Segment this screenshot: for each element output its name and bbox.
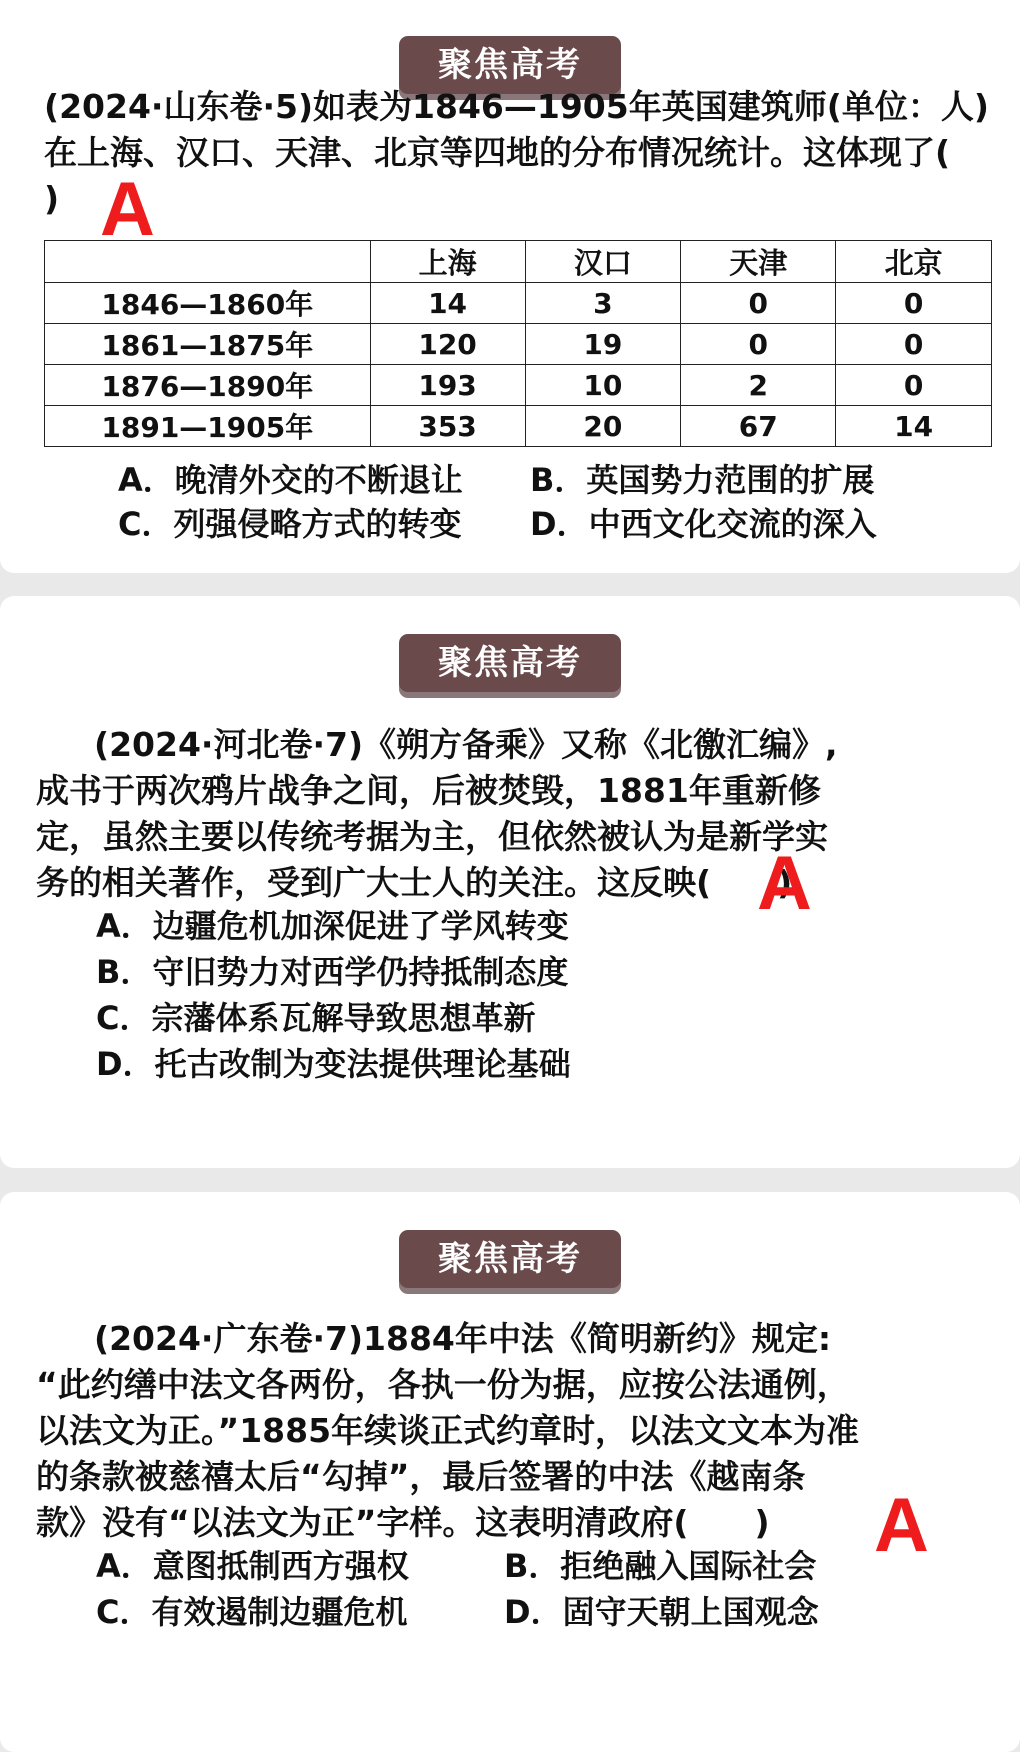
question-card-3 <box>0 1192 1020 1752</box>
table-cell: 10 <box>525 365 681 406</box>
question-text <box>36 722 1011 906</box>
option-d[interactable]: D．中西文化交流的深入 <box>530 505 877 543</box>
table-cell: 19 <box>525 324 681 365</box>
question-line: 务的相关著作，受到广大士人的关注。这反映( ) <box>36 863 793 902</box>
options-row <box>118 502 877 547</box>
option-c[interactable]: C．有效遏制边疆危机 <box>96 1593 408 1631</box>
option-a[interactable]: A．晚清外交的不断退让 <box>118 461 463 499</box>
table-cell: 14 <box>836 406 992 447</box>
table-header-cell: 天津 <box>681 241 836 283</box>
table-cell: 1846—1860年 <box>45 283 371 324</box>
table-header-cell: 上海 <box>370 241 525 283</box>
question-line: 的条款被慈禧太后“勾掉”，最后签署的中法《越南条 <box>36 1457 806 1496</box>
table-header-row <box>45 241 992 283</box>
options-row <box>96 1544 816 1589</box>
table-cell: 3 <box>525 283 681 324</box>
table-cell: 0 <box>681 283 836 324</box>
question-card-2 <box>0 596 1020 1168</box>
option-a[interactable]: A．意图抵制西方强权 <box>96 1547 409 1585</box>
table-row <box>45 324 992 365</box>
question-line: (2024·山东卷·5)如表为1846—1905年英国建筑师(单位：人) <box>44 87 989 126</box>
question-card-1 <box>0 0 1020 573</box>
question-line: (2024·广东卷·7)1884年中法《简明新约》规定: <box>94 1319 832 1358</box>
table-cell: 0 <box>681 324 836 365</box>
option-d[interactable]: D．托古改制为变法提供理论基础 <box>96 1045 571 1083</box>
section-badge: 聚焦高考 <box>399 634 621 692</box>
table-cell: 1861—1875年 <box>45 324 371 365</box>
table-cell: 1876—1890年 <box>45 365 371 406</box>
option-c[interactable]: C．宗藩体系瓦解导致思想革新 <box>96 999 536 1037</box>
table-row <box>45 365 992 406</box>
option-b[interactable]: B．英国势力范围的扩展 <box>530 461 875 499</box>
table-header-cell: 汉口 <box>525 241 681 283</box>
option-c[interactable]: C．列强侵略方式的转变 <box>118 505 462 543</box>
table-cell: 0 <box>836 365 992 406</box>
table-cell: 353 <box>370 406 525 447</box>
option-a[interactable]: A．边疆危机加深促进了学风转变 <box>96 907 569 945</box>
table-cell: 2 <box>681 365 836 406</box>
question-line: 定，虽然主要以传统考据为主，但依然被认为是新学实 <box>36 817 828 856</box>
options-row <box>96 1590 819 1635</box>
option-b[interactable]: B．拒绝融入国际社会 <box>504 1547 817 1585</box>
table-header-cell <box>45 241 371 283</box>
question-line: 款》没有“以法文为正”字样。这表明清政府( ) <box>36 1503 770 1542</box>
answer-mark: A <box>757 841 812 926</box>
table-cell: 0 <box>836 324 992 365</box>
architect-stats-table <box>44 240 992 447</box>
table-cell: 20 <box>525 406 681 447</box>
table-row <box>45 283 992 324</box>
table-cell: 67 <box>681 406 836 447</box>
table-cell: 120 <box>370 324 525 365</box>
question-line: 在上海、汉口、天津、北京等四地的分布情况统计。这体现了( <box>44 133 951 172</box>
question-text <box>36 1316 1011 1546</box>
table-cell: 193 <box>370 365 525 406</box>
answer-mark: A <box>874 1483 929 1568</box>
question-line: 成书于两次鸦片战争之间，后被焚毁，1881年重新修 <box>36 771 821 810</box>
option-b[interactable]: B．守旧势力对西学仍持抵制态度 <box>96 953 569 991</box>
table-header-cell: 北京 <box>836 241 992 283</box>
question-line: “此约缮中法文各两份，各执一份为据，应按公法通例， <box>36 1365 850 1404</box>
table-row <box>45 406 992 447</box>
question-text <box>44 84 1004 222</box>
section-badge: 聚焦高考 <box>399 36 621 94</box>
answer-mark: A <box>100 167 155 252</box>
section-badge: 聚焦高考 <box>399 1230 621 1288</box>
question-line: ) <box>44 179 60 218</box>
options-row <box>118 458 874 503</box>
question-line: (2024·河北卷·7)《朔方备乘》又称《北徼汇编》, <box>94 725 838 764</box>
table-cell: 0 <box>836 283 992 324</box>
table-cell: 1891—1905年 <box>45 406 371 447</box>
table-cell: 14 <box>370 283 525 324</box>
question-line: 以法文为正。”1885年续谈正式约章时，以法文文本为准 <box>36 1411 860 1450</box>
option-d[interactable]: D．固守天朝上国观念 <box>504 1593 819 1631</box>
